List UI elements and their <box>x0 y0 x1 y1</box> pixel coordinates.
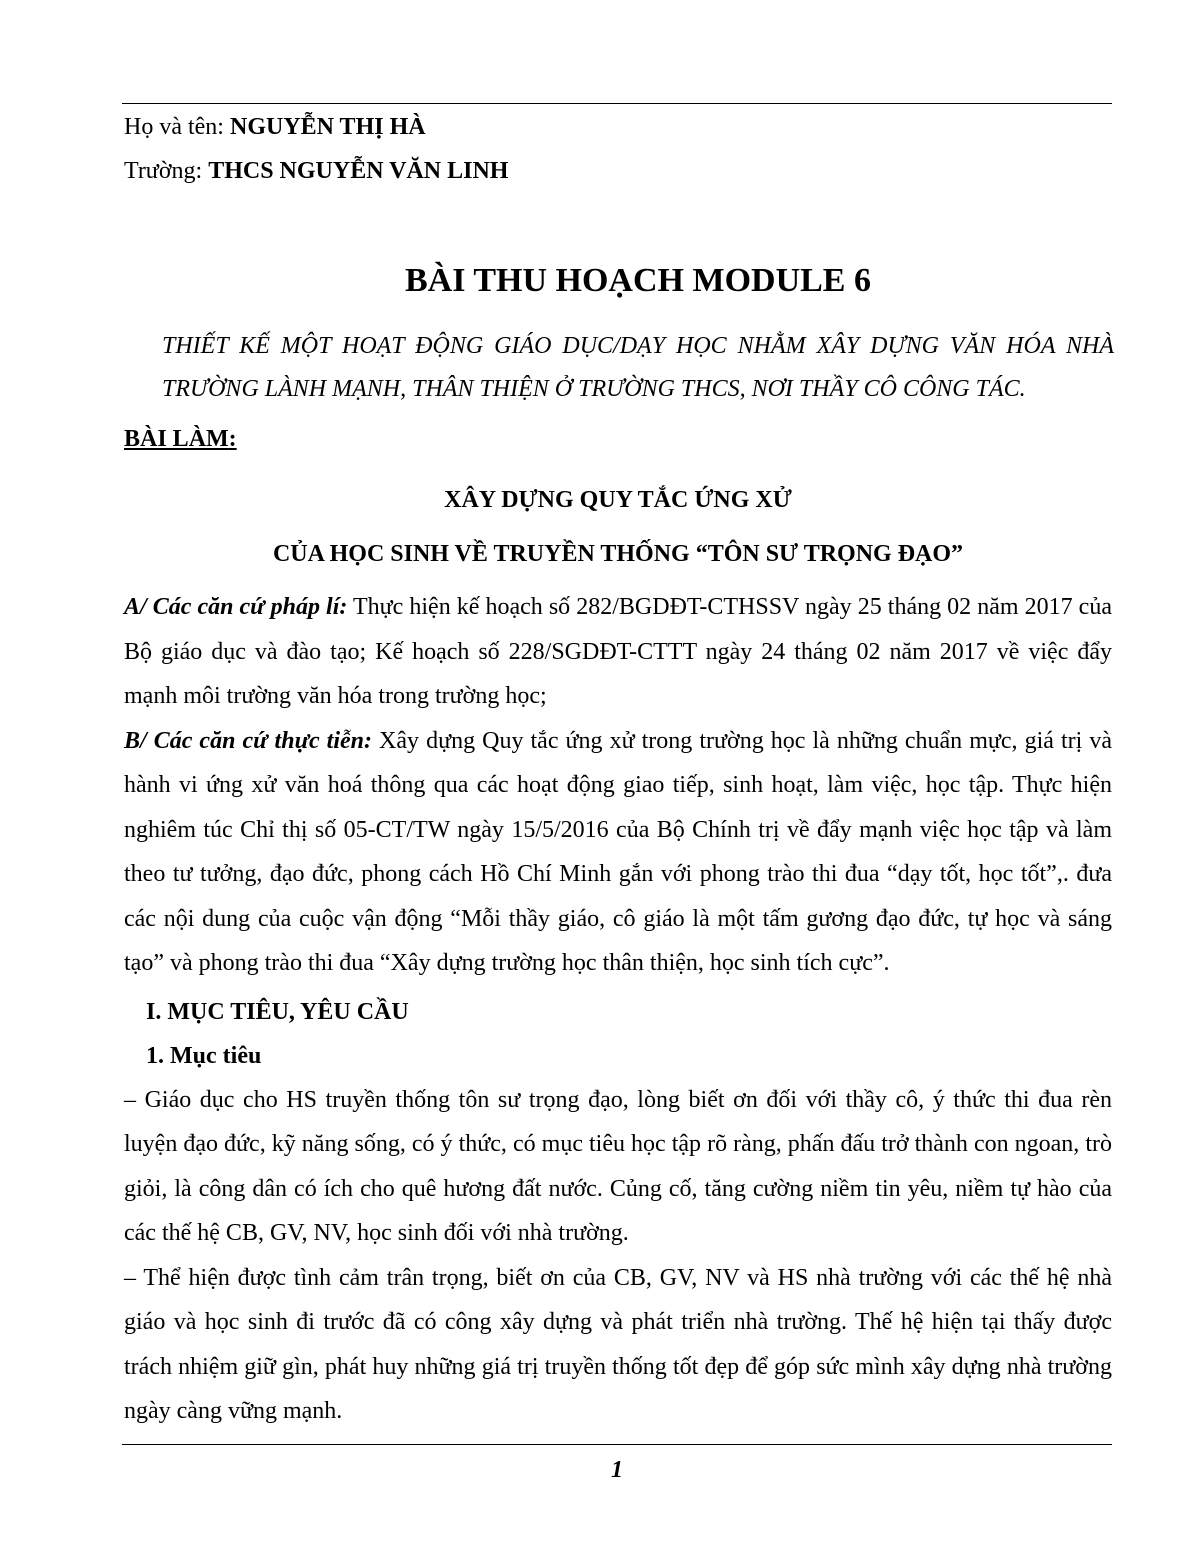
section-1-subheading: 1. Mục tiêu <box>146 1042 262 1069</box>
document-title: BÀI THU HOẠCH MODULE 6 <box>405 262 871 299</box>
section-1-heading: I. MỤC TIÊU, YÊU CẦU <box>146 998 409 1025</box>
student-name-label: Họ và tên: <box>124 114 230 140</box>
section-a-text: Thực hiện kế hoạch số 282/BGDĐT-CTHSSV ngày 25 tháng 02 năm 2017 của Bộ giáo dục và đào tạo; Kế hoạch số 228/SGDĐT-CTTT ngày 24 tháng 02 năm 2017 về việc đẩy mạnh môi trường văn hóa trong trường học; <box>124 594 1112 709</box>
document-body <box>124 104 1112 1434</box>
section-b-text: Xây dựng Quy tắc ứng xử trong trường học là những chuẩn mực, giá trị và hành vi ứng xử văn hoá thông qua các hoạt động giao tiếp, sinh hoạt, làm việc, học tập. Thực hiện nghiêm túc Chỉ thị số 05-CT/TW ngày 15/5/2016 của Bộ Chính trị về đẩy mạnh việc học tập và làm theo tư tưởng, đạo đức, phong cách Hồ Chí Minh gắn với phong trào thi đua “dạy tốt, học tốt”,. đưa các nội dung của cuộc vận động “Mỗi thầy giáo, cô giáo là một tấm gương đạo đức, tự học và sáng tạo” và phong trào thi đua “Xây dựng trường học thân thiện, học sinh tích cực”. <box>124 727 1112 976</box>
objective-bullet-1: – Giáo dục cho HS truyền thống tôn sư trọng đạo, lòng biết ơn đối với thầy cô, ý thức thi đua rèn luyện đạo đức, kỹ năng sống, có ý thức, có mục tiêu học tập rõ ràng, phấn đấu trở thành con ngoan, trò giỏi, là công dân có ích cho quê hương đất nước. Củng cố, tăng cường niềm tin yêu, niềm tự hào của các thế hệ CB, GV, NV, học sinh đối với nhà trường. <box>124 1086 1112 1246</box>
bai-lam-heading <box>124 417 1112 461</box>
page-number: 1 <box>611 1457 623 1483</box>
student-name: NGUYỄN THỊ HÀ <box>229 114 426 140</box>
section-b-paragraph <box>124 719 1112 986</box>
school-name: THCS NGUYỄN VĂN LINH <box>208 158 509 184</box>
objective-bullet-2: – Thể hiện được tình cảm trân trọng, biết ơn của CB, GV, NV và HS nhà trường với các thế hệ nhà giáo và học sinh đi trước đã có công xây dựng và phát triển nhà trường. Thế hệ hiện tại thấy được trách nhiệm giữ gìn, phát huy những giá trị truyền thống tốt đẹp để góp sức mình xây dựng nhà trường ngày càng vững mạnh. <box>124 1264 1112 1424</box>
document-subtitle: THIẾT KẾ MỘT HOẠT ĐỘNG GIÁO DỤC/DẠY HỌC NHẰM XÂY DỰNG VĂN HÓA NHÀ TRƯỜNG LÀNH MẠNH, THÂN THIỆN Ở TRƯỜNG THCS, NƠI THẦY CÔ CÔNG TÁC. <box>162 333 1114 402</box>
section-title-line-2: CỦA HỌC SINH VỀ TRUYỀN THỐNG “TÔN SƯ TRỌNG ĐẠO” <box>272 541 964 567</box>
section-a-lead: A/ Các căn cứ pháp lí: <box>124 594 348 620</box>
section-title-line-1: XÂY DỰNG QUY TẮC ỨNG XỬ <box>444 487 792 513</box>
section-b-lead: B/ Các căn cứ thực tiễn: <box>124 727 372 754</box>
footer-rule <box>122 1444 1112 1445</box>
section-title <box>124 473 1112 581</box>
bai-lam-colon: : <box>228 426 237 452</box>
school-label: Trường: <box>124 158 209 184</box>
school-line <box>124 149 1112 193</box>
bai-lam-label: BÀI LÀM <box>124 426 229 452</box>
student-name-line <box>124 105 1112 149</box>
section-a-paragraph <box>124 585 1112 719</box>
